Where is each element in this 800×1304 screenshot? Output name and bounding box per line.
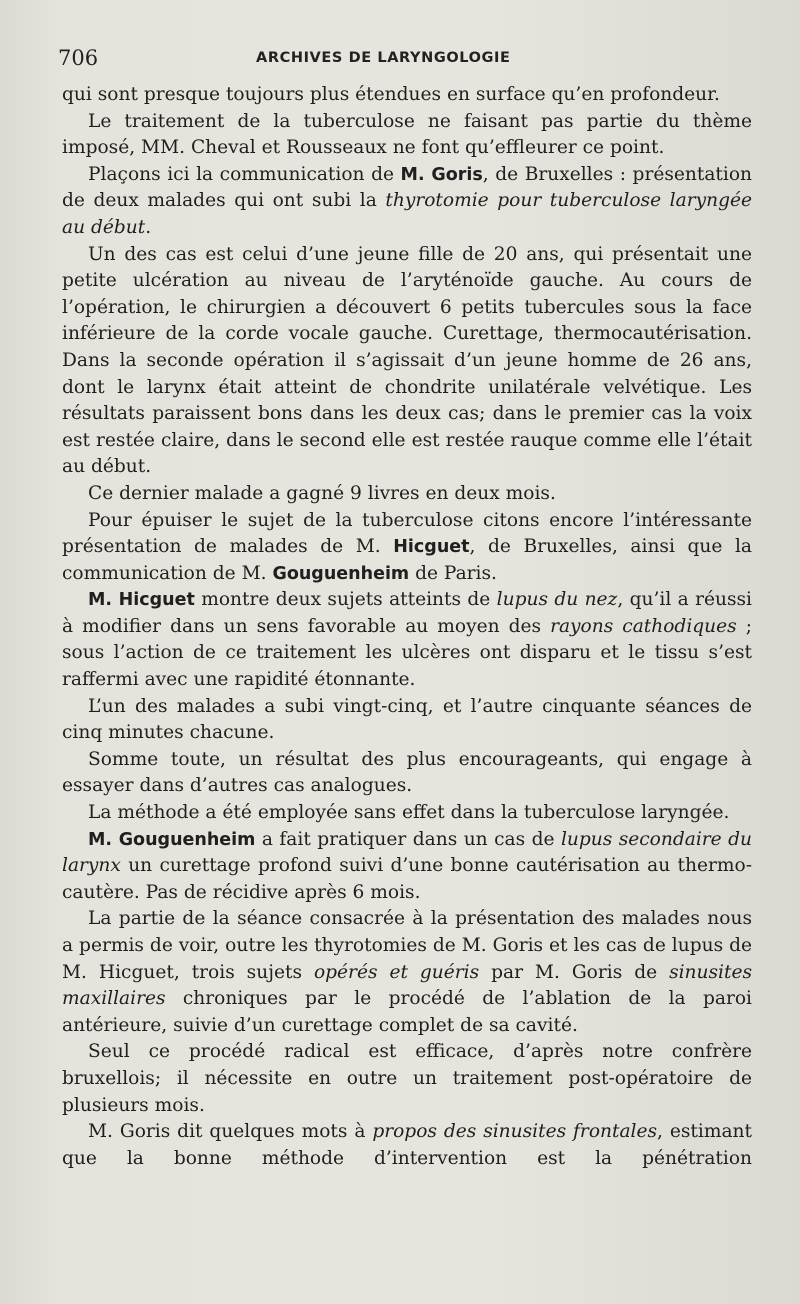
page-number: 706 (58, 46, 99, 70)
paragraph-cases: Un des cas est celui d’une jeune fille de 20 ans, qui présentait une petite ulcération au niveau de l’aryténoïde gauche. Au cours de l’opération, le chirurgien a découvert 6 petits tubercules sous la face inférieure de la corde vocale gauche. Curettage, thermocautérisation. Dans la seconde opération il s’agissait d’un jeune homme de 26 ans, dont le larynx était atteint de chondrite unilatérale velvétique. Les résultats paraissent bons dans les deux cas; dans le premier cas la voix est restée claire, dans le second elle est restée rauque comme elle l’était au début. (62, 243, 752, 478)
paragraph-weight-gain: Ce dernier malade a gagné 9 livres en deux mois. (88, 482, 556, 504)
paragraph-gouguenheim: M. Gouguenheim a fait pratiquer dans un cas de lupus secondaire du larynx un curettage profond suivi d’une bonne cautérisation au thermo-cautère. Pas de récidive après 6 mois. (62, 828, 753, 903)
paragraph-radical-procedure: Seul ce procédé radical est efficace, d’après notre confrère bruxellois; il nécessite en outre un traitement post-opératoire de plusieurs mois. (62, 1041, 752, 1116)
italic-term: lupus secondaire du larynx (62, 828, 753, 877)
italic-term: thyrotomie pour tuberculose laryngée au début (62, 190, 752, 238)
author-name: Gouguenheim (272, 563, 410, 584)
paragraph-session-part: La partie de la séance consacrée à la présentation des malades nous a permis de voir, outre les thyrotomies de M. Goris et les cas de lupus de M. Hicguet, trois sujets opérés et guéris par M. Goris de sinusites maxillaires chroniques par le procédé de l’ablation de la paroi antérieure, suivie d’un curettage complet de sa cavité. (62, 908, 753, 1036)
paragraph-hicguet: M. Hicguet montre deux sujets atteints de lupus du nez, qu’il a réussi à modifier dans un sens favorable au moyen des rayons cathodiques ; sous l’action de ce traitement les ulcères ont disparu et le tissu s’est raffermi avec une rapidité étonnante. (62, 589, 752, 691)
running-head (58, 44, 748, 74)
paragraph-treatment: Le traitement de la tuberculose ne faisant pas partie du thème imposé, MM. Cheval et Rousseaux ne font qu’effleurer ce point. (62, 110, 752, 159)
body-text (62, 82, 752, 1172)
paragraph-continuation: qui sont presque toujours plus étendues en surface qu’en profondeur. (62, 84, 720, 105)
italic-term: propos des sinusites frontales (372, 1121, 658, 1143)
italic-term: rayons cathodiques (550, 615, 737, 637)
italic-term: opérés et guéris (313, 961, 480, 983)
paragraph-summary: Somme toute, un résultat des plus encourageants, qui engage à essayer dans d’autres cas analogues. (62, 748, 752, 797)
italic-term: lupus du nez (496, 589, 618, 611)
paragraph-method: La méthode a été employée sans effet dans la tuberculose laryngée. (88, 802, 730, 824)
paragraph-presentations: Pour épuiser le sujet de la tuberculose citons encore l’intéressante présentation de malades de M. Hicguet, de Bruxelles, ainsi que la communication de M. Gouguenheim de Paris. (62, 509, 752, 584)
journal-title: ARCHIVES DE LARYNGOLOGIE (256, 50, 511, 66)
paragraph-sessions: L’un des malades a subi vingt-cinq, et l’autre cinquante séances de cinq minutes chacune. (62, 695, 752, 744)
author-name: M. Hicguet (88, 590, 195, 611)
author-name: M. Gouguenheim (88, 829, 256, 850)
italic-term: sinusites maxillaires (62, 961, 753, 1010)
author-name: M. Goris (400, 164, 483, 185)
author-name: Hicguet (393, 537, 470, 558)
paragraph-frontal-sinusitis: M. Goris dit quelques mots à propos des sinusites frontales, estimant que la bonne méthode d’intervention est la pénétration (62, 1121, 752, 1169)
paragraph-goris-communication: Plaçons ici la communication de M. Goris, de Bruxelles : présentation de deux malades qui ont subi la thyrotomie pour tuberculose laryngée au début. (62, 163, 752, 238)
